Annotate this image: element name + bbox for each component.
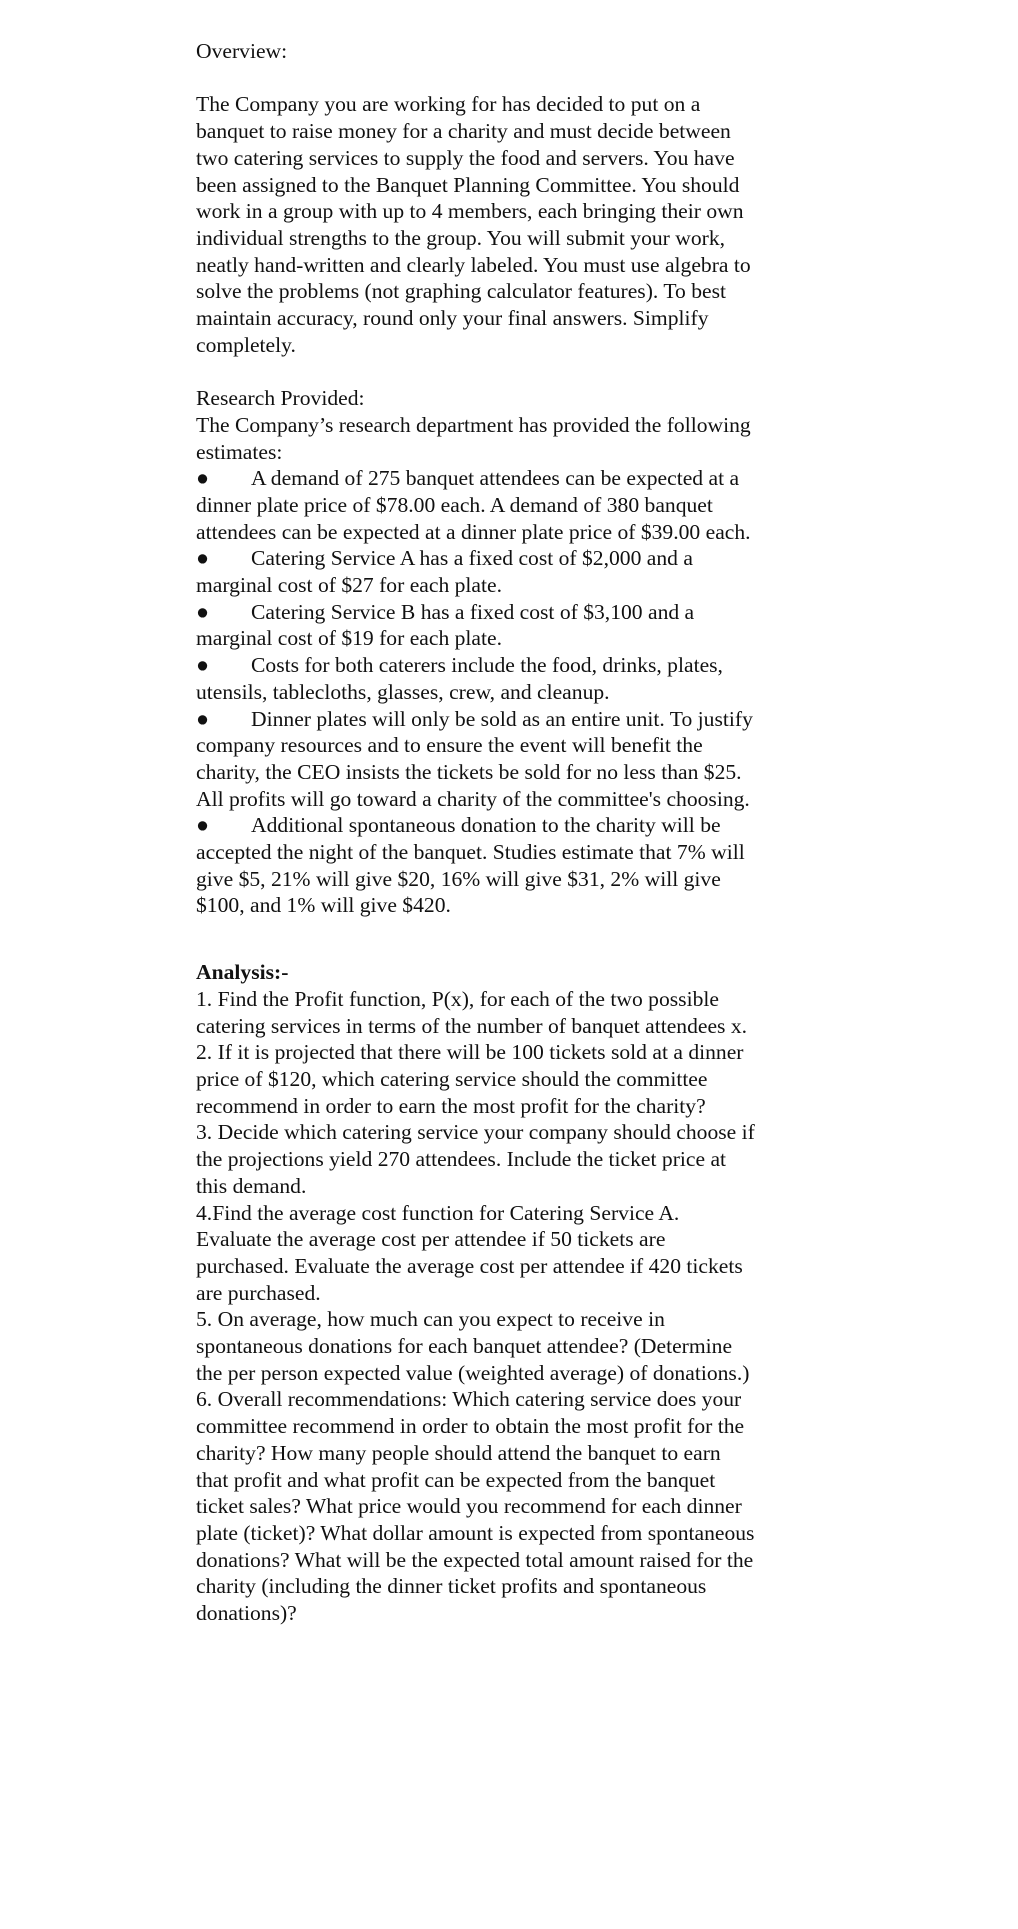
document-body xyxy=(196,38,756,1627)
research-heading: Research Provided: xyxy=(196,386,365,411)
bullet-icon: ● xyxy=(196,813,210,838)
list-item xyxy=(196,812,756,919)
question-6: 6. Overall recommendations: Which catering service does your committee recommend in order to obtain the most profit for the charity? How many people should attend the banquet to earn that profit and what profit can be expected from the banquet ticket sales? What price would you recommend for each dinner plate (ticket)? What dollar amount is expected from spontaneous donations? What will be the expected total amount raised for the charity (including the dinner ticket profits and spontaneous donations)? xyxy=(196,1387,755,1626)
bullet-icon: ● xyxy=(196,706,210,731)
bullet-text: Dinner plates will only be sold as an entire unit. To justify company resources and to ensure the event will benefit the charity, the CEO insists the tickets be sold for no less than $25. All profits will go toward a charity of the committee's choosing. xyxy=(196,706,753,811)
overview-paragraph: The Company you are working for has decided to put on a banquet to raise money for a charity and must decide between two catering services to supply the food and servers. You have been assigned to the Banquet Planning Committee. You should work in a group with up to 4 members, each bringing their own individual strengths to the group. You will submit your work, neatly hand-written and clearly labeled. You must use algebra to solve the problems (not graphing calculator features). To best maintain accuracy, round only your final answers. Simplify completely. xyxy=(196,92,751,357)
question-2: 2. If it is projected that there will be 100 tickets sold at a dinner price of $120, which catering service should the committee recommend in order to earn the most profit for the charity? xyxy=(196,1040,744,1118)
analysis-section xyxy=(196,959,756,1627)
overview-section xyxy=(196,38,756,358)
question-1: 1. Find the Profit function, P(x), for each of the two possible catering services in terms of the number of banquet attendees x. xyxy=(196,986,748,1038)
bullet-text: Additional spontaneous donation to the charity will be accepted the night of the banquet. Studies estimate that 7% will give $5, 21% will give $20, 16% will give $31, 2% will give $100, and 1% will give $420. xyxy=(196,813,745,918)
bullet-icon: ● xyxy=(196,599,210,624)
analysis-heading: Analysis:- xyxy=(196,960,289,985)
list-item xyxy=(196,652,756,705)
bullet-text: Catering Service A has a fixed cost of $2,000 and a marginal cost of $27 for each plate. xyxy=(196,546,693,598)
bullet-icon: ● xyxy=(196,653,210,678)
question-3: 3. Decide which catering service your company should choose if the projections yield 270 attendees. Include the ticket price at this demand. xyxy=(196,1120,755,1198)
overview-heading: Overview: xyxy=(196,39,288,63)
bullet-icon: ● xyxy=(196,466,210,491)
question-4: 4.Find the average cost function for Catering Service A. Evaluate the average cost per attendee if 50 tickets are purchased. Evaluate the average cost per attendee if 420 tickets are purchased. xyxy=(196,1200,743,1305)
research-bullet-list xyxy=(196,465,756,919)
list-item xyxy=(196,599,756,652)
bullet-text: A demand of 275 banquet attendees can be expected at a dinner plate price of $78.00 each. A demand of 380 banquet attendees can be expected at a dinner plate price of $39.00 each. xyxy=(196,466,751,544)
research-section xyxy=(196,385,756,919)
list-item xyxy=(196,465,756,545)
research-intro: The Company’s research department has provided the following estimates: xyxy=(196,412,751,464)
bullet-icon: ● xyxy=(196,546,210,571)
list-item xyxy=(196,706,756,813)
list-item xyxy=(196,545,756,598)
question-5: 5. On average, how much can you expect to receive in spontaneous donations for each banquet attendee? (Determine the per person expected value (weighted average) of donations.) xyxy=(196,1307,750,1385)
bullet-text: Catering Service B has a fixed cost of $3,100 and a marginal cost of $19 for each plate. xyxy=(196,599,695,651)
bullet-text: Costs for both caterers include the food, drinks, plates, utensils, tablecloths, glasses, crew, and cleanup. xyxy=(196,653,723,704)
